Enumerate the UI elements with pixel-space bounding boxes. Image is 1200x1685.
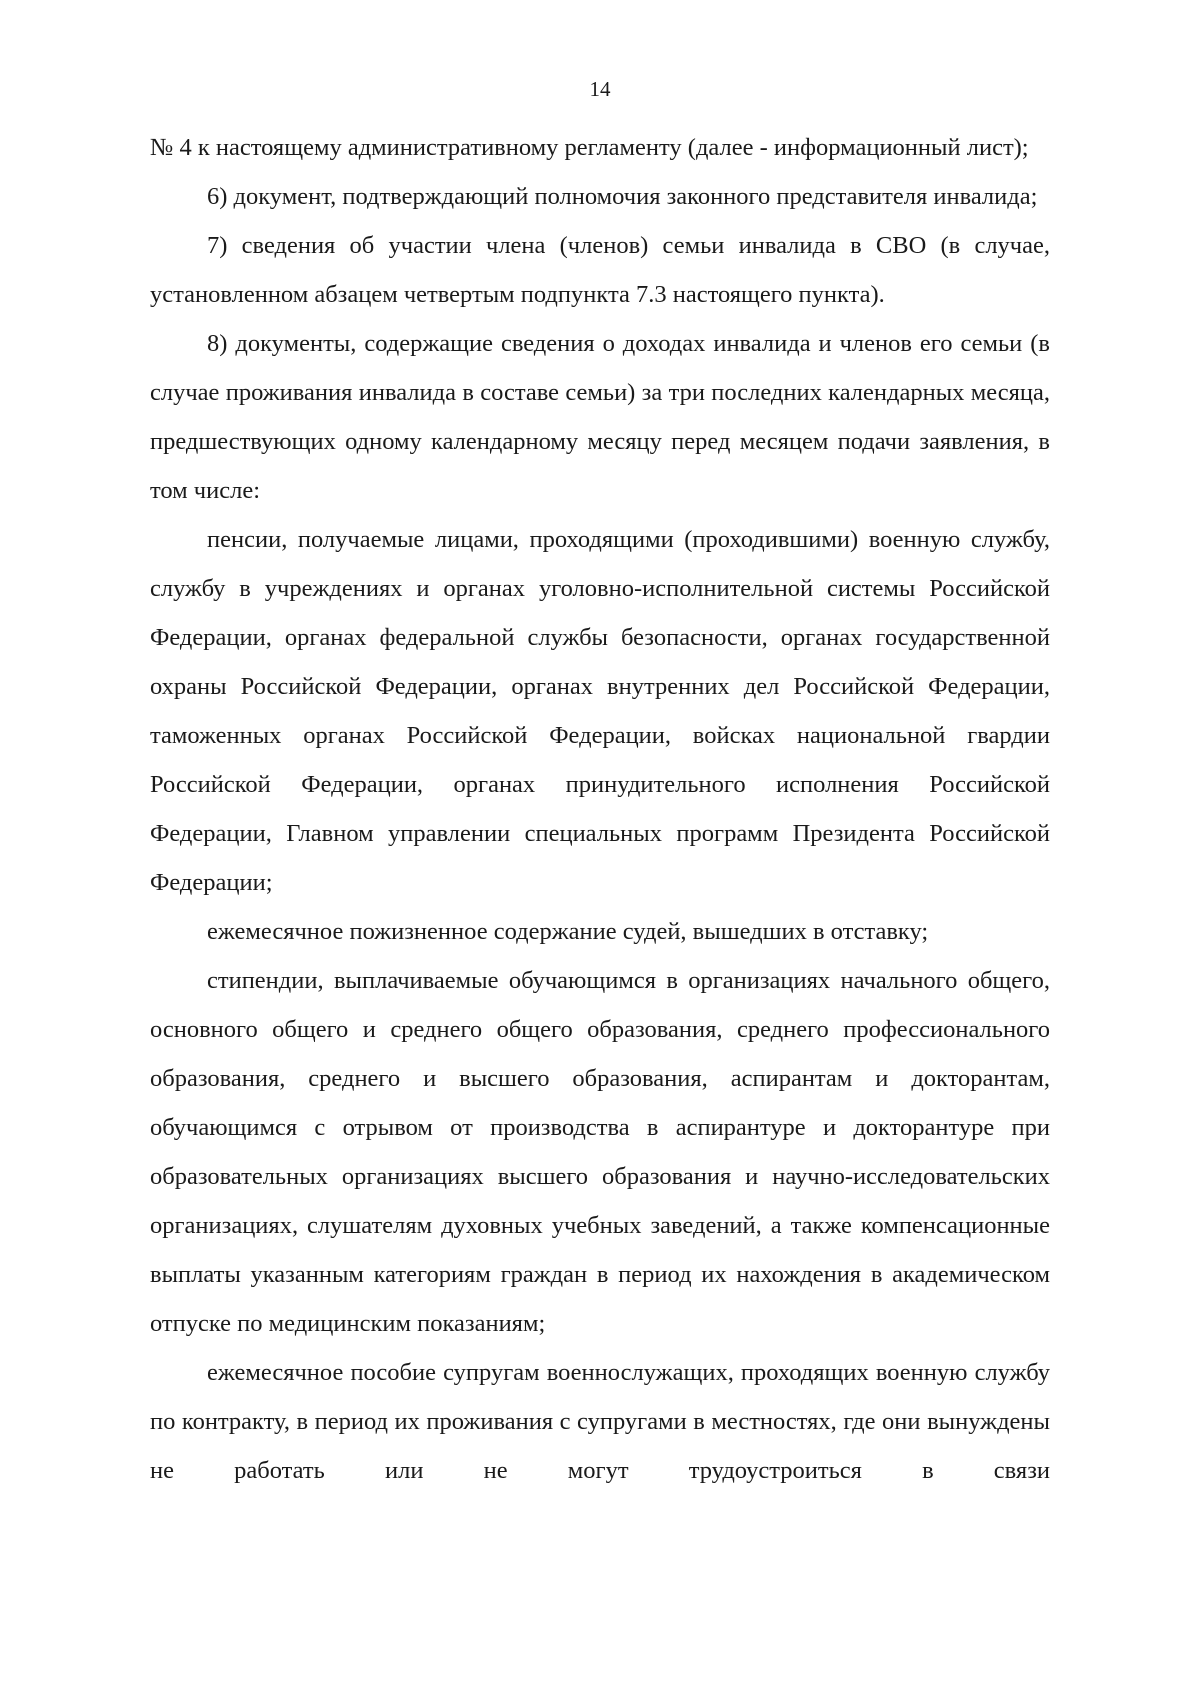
page-number: 14 (589, 77, 611, 101)
paragraph-judges-allowance: ежемесячное пожизненное содержание судей, вышедших в отставку; (207, 918, 929, 945)
paragraph-item-6: 6) документ, подтверждающий полномочия законного представителя инвалида; (207, 183, 1038, 210)
paragraph-item-7: 7) сведения об участии члена (членов) семьи инвалида в СВО (в случае, установленном абзацем четвертым подпункта 7.3 настоящего пункта). (150, 232, 1050, 308)
paragraph-item-8: 8) документы, содержащие сведения о доходах инвалида и членов его семьи (в случае проживания инвалида в составе семьи) за три последних календарных месяца, предшествующих одному календарному месяцу перед месяцем подачи заявления, в том числе: (150, 330, 1050, 504)
paragraph-stipends: стипендии, выплачиваемые обучающимся в организациях начального общего, основного общего и среднего общего образования, среднего профессионального образования, среднего и высшего образования, аспирантам и докторантам, обучающимся с отрывом от производства в аспирантуре и докторантуре при образовательных организациях высшего образования и научно-исследовательских организациях, слушателям духовных учебных заведений, а также компенсационные выплаты указанным категориям граждан в период их нахождения в академическом отпуске по медицинским показаниям; (150, 967, 1050, 1337)
document-body (150, 123, 1050, 1495)
paragraph-info-sheet: № 4 к настоящему административному регламенту (далее - информационный лист); (150, 134, 1029, 161)
paragraph-spouse-allowance: ежемесячное пособие супругам военнослужащих, проходящих военную службу по контракту, в период их проживания с супругами в местностях, где они вынуждены не работать или не могут трудоустроиться в связи (150, 1359, 1050, 1484)
paragraph-pensions: пенсии, получаемые лицами, проходящими (проходившими) военную службу, службу в учреждениях и органах уголовно-исполнительной системы Российской Федерации, органах федеральной службы безопасности, органах государственной охраны Российской Федерации, органах внутренних дел Российской Федерации, таможенных органах Российской Федерации, войсках национальной гвардии Российской Федерации, органах принудительного исполнения Российской Федерации, Главном управлении специальных программ Президента Российской Федерации; (150, 526, 1050, 896)
